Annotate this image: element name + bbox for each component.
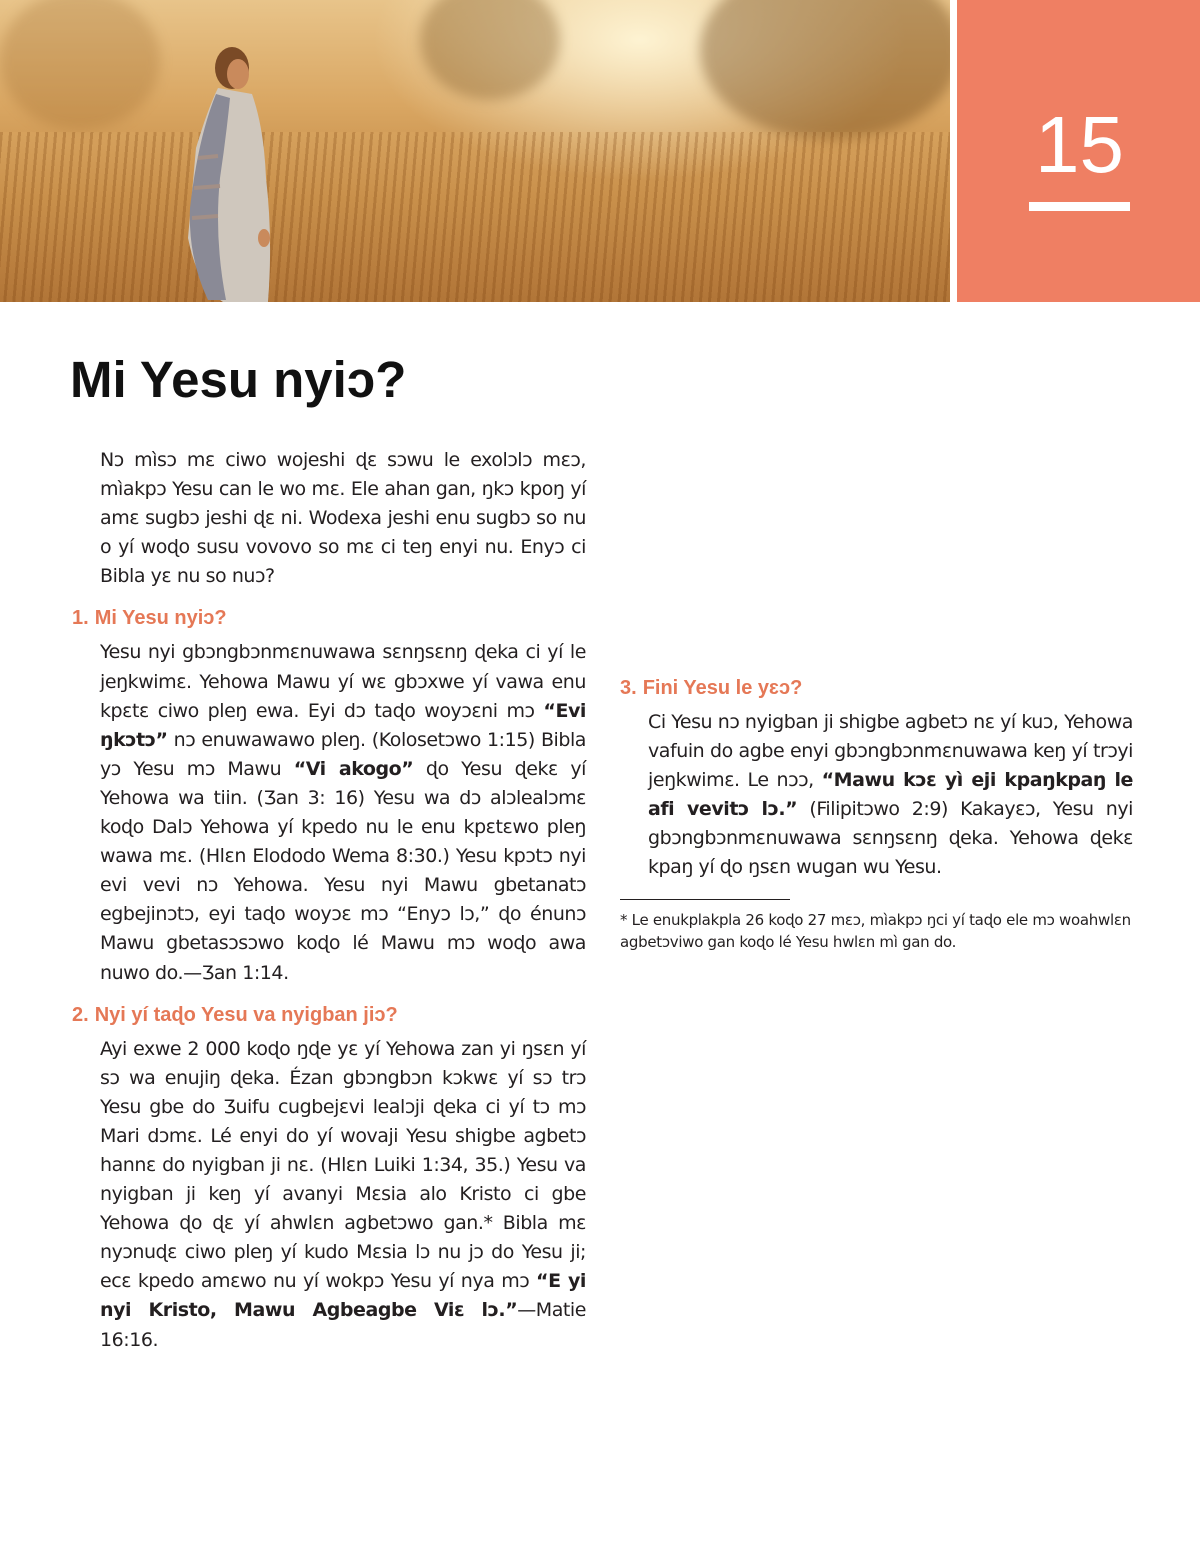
chapter-underline xyxy=(1029,202,1130,211)
section-3-question: 3. Fini Yesu le yɛɔ? xyxy=(620,677,803,699)
intro-paragraph: Nɔ mìsɔ mɛ ciwo wojeshi ɖɛ sɔwu le exolɔlɔ mɛɔ, mìakpɔ Yesu can le wo mɛ. Ele ahan gan, ŋkɔ kpoŋ yí amɛ sugbɔ jeshi ɖɛ ni. Wodexa jeshi enu sugbɔ so nu o yí woɖo susu vovovo so mɛ ci teŋ enyi nu. Enyɔ ci Bibla yɛ nu so nuɔ? xyxy=(100,449,586,588)
footnote: * Le enukplakpla 26 koɖo 27 mɛɔ, mìakpɔ ŋci yí taɖo ele mɔ woahwlɛn agbetɔviwo gan koɖo lé Yesu hwlɛn mì gan do. xyxy=(620,910,1131,951)
right-column xyxy=(620,446,1133,953)
chapter-number: 15 xyxy=(1035,100,1124,189)
section-1-question: 1. Mi Yesu nyiɔ? xyxy=(72,607,227,630)
left-column xyxy=(72,446,586,1355)
section-2-answer: Ayi exwe 2 000 koɖo ŋɖe yɛ yí Yehowa zan yi ŋsɛn yí sɔ wa enujiŋ ɖeka. Ézan gbɔngbɔn kɔkwɛ yí sɔ trɔ Yesu gbe do Ʒuifu cugbejɛvi lealɔji ɖeka ci yí tɔ mɔ Mari dɔmɛ. Lé enyi do yí wovaji Yesu shigbe agbetɔ hannɛ do nyigban ji nɛ. (Hlɛn Luiki 1:34, 35.) Yesu va nyigban ji keŋ yí avanyi Mɛsia alo Kristo ci gbe Yehowa ɖo ɖɛ yí ahwlɛn agbetɔwo gan.* Bibla mɛ nyɔnuɖɛ ciwo pleŋ yí kudo Mɛsia lɔ nu jɔ do Yesu ji; ecɛ kpedo amɛwo nu yí wokpɔ Yesu yí nya mɔ “E yi nyi Kristo, Mawu Agbeagbe Viɛ lɔ.”—Matie 16:16. xyxy=(100,1037,586,1351)
chapter-number-box xyxy=(957,0,1200,302)
page-title: Mi Yesu nyiɔ? xyxy=(70,351,407,408)
header-photo xyxy=(0,0,950,302)
section-3-answer: Ci Yesu nɔ nyigban ji shigbe agbetɔ nɛ yí kuɔ, Yehowa vafuin do agbe enyi gbɔngbɔnmɛnuwawa keŋ yí trɔyi jeŋkwimɛ. Le nɔɔ, “Mawu kɔɛ yì eji kpaŋkpaŋ le afi vevitɔ lɔ.” (Filipitɔwo 2:9) Kakayɛɔ, Yesu nyi gbɔngbɔnmɛnuwawa sɛnŋsɛnŋ ɖeka. Yehowa ɖekɛ kpaŋ yí ɖo ŋsɛn wugan wu Yesu. xyxy=(648,711,1133,879)
footnote-divider xyxy=(620,899,790,900)
jesus-figure-illustration xyxy=(168,38,288,302)
section-2-question: 2. Nyi yí taɖo Yesu va nyigban jiɔ? xyxy=(72,1003,398,1026)
section-1-answer: Yesu nyi gbɔngbɔnmɛnuwawa sɛnŋsɛnŋ ɖeka ci yí le jeŋkwimɛ. Yehowa Mawu yí wɛ gbɔxwe yí vawa enu kpɛtɛ ciwo pleŋ ewa. Eyi dɔ taɖo woyɔɛni mɔ “Evi ŋkɔtɔ” nɔ enuwawawo pleŋ. (Kolosetɔwo 1:15) Bibla yɔ Yesu mɔ Mawu “Vi akogo” ɖo Yesu ɖekɛ yí Yehowa wa tiin. (Ʒan 3: 16) Yesu wa dɔ alɔlealɔmɛ koɖo Dalɔ Yehowa yí kpedo nu le enu kpɛtɛwo pleŋ wawa mɛ. (Hlɛn Elododo Wema 8:30.) Yesu kpɔtɔ nyi evi vevi nɔ Yehowa. Yesu nyi Mawu gbetanatɔ egbejinɔtɔ, eyi taɖo woyɔɛ mɔ “Enyɔ lɔ,” ɖo énunɔ Mawu gbetasɔsɔwo koɖo lé Mawu mɔ woɖo awa nuwo do.—Ʒan 1:14. xyxy=(100,641,586,984)
